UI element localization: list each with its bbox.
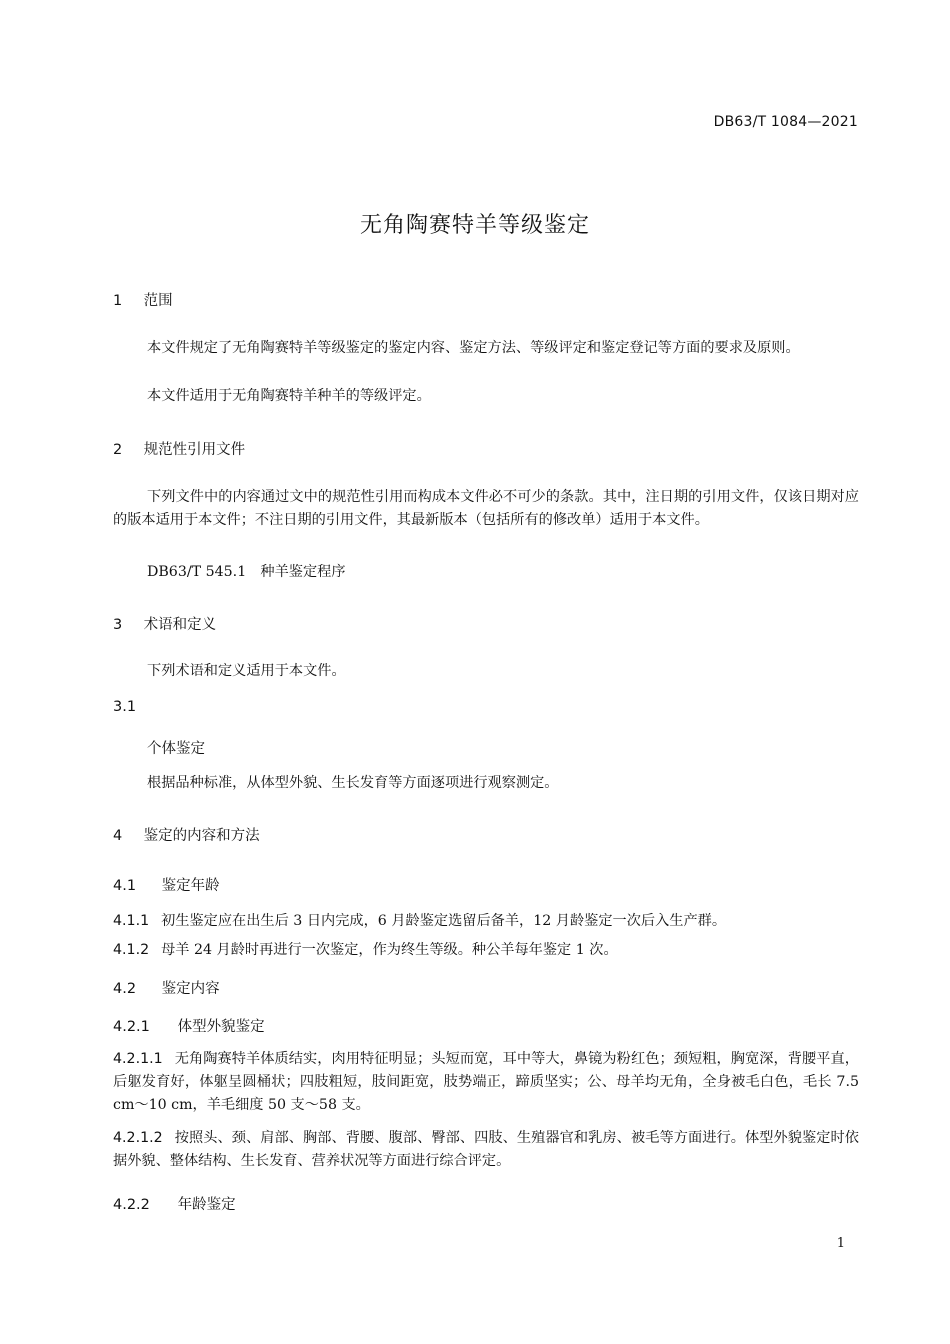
section-2-heading [113, 438, 245, 459]
section-number: 4.2 [113, 981, 137, 997]
section-3-paragraph-1: 下列术语和定义适用于本文件。 [147, 663, 346, 679]
page-number: 1 [836, 1236, 845, 1251]
clause-number: 4.2.1.2 [113, 1130, 163, 1146]
clause-text: 初生鉴定应在出生后 3 日内完成，6 月龄鉴定选留后备羊，12 月龄鉴定一次后入生产群。 [161, 913, 727, 929]
section-3-heading [113, 613, 216, 634]
section-number: 3 [113, 617, 123, 633]
clause-number: 4.1.1 [113, 913, 150, 929]
section-4-heading [113, 824, 260, 845]
clause-4-2-1-2 [113, 1127, 859, 1173]
term-3-1-definition: 根据品种标准，从体型外貌、生长发育等方面逐项进行观察测定。 [147, 775, 559, 791]
section-number: 4.2.2 [113, 1197, 150, 1213]
document-title: 无角陶赛特羊等级鉴定 [359, 213, 590, 238]
section-title: 鉴定内容 [161, 981, 220, 997]
section-title: 范围 [143, 293, 173, 309]
clause-text: 无角陶赛特羊体质结实，肉用特征明显；头短而宽，耳中等大，鼻镜为粉红色；颈短粗，胸宽深，背腰平直，后躯发育好，体躯呈圆桶状；四肢粗短，肢间距宽，肢势端正，蹄质坚实；公、母羊均无角，全身被毛白色，毛长 7.5 cm～10 cm，羊毛细度 50 支～58 支。 [113, 1051, 859, 1113]
section-title: 规范性引用文件 [143, 442, 246, 458]
section-number: 1 [113, 293, 123, 309]
section-title: 鉴定的内容和方法 [143, 828, 260, 844]
section-number: 4.1 [113, 878, 137, 894]
term-3-1-title: 个体鉴定 [147, 741, 205, 757]
section-number: 4 [113, 828, 123, 844]
section-1-heading [113, 289, 173, 310]
section-title: 鉴定年龄 [161, 878, 220, 894]
section-4-2-1-heading [113, 1015, 265, 1036]
section-4-1-heading [113, 874, 220, 895]
section-title: 体型外貌鉴定 [177, 1019, 265, 1035]
clause-text: 母羊 24 月龄时再进行一次鉴定，作为终生等级。种公羊每年鉴定 1 次。 [161, 942, 618, 958]
clause-4-1-2 [113, 939, 859, 962]
standard-code: DB63/T 1084—2021 [713, 114, 858, 130]
clause-4-1-1 [113, 910, 859, 933]
section-number: 4.2.1 [113, 1019, 150, 1035]
clause-number: 4.2.1.1 [113, 1051, 163, 1067]
section-number: 2 [113, 442, 123, 458]
term-3-1-number: 3.1 [113, 699, 137, 715]
section-2-paragraph-1: 下列文件中的内容通过文中的规范性引用而构成本文件必不可少的条款。其中，注日期的引用文件，仅该日期对应的版本适用于本文件；不注日期的引用文件，其最新版本（包括所有的修改单）适用于本文件。 [113, 489, 859, 528]
section-1-paragraph-1: 本文件规定了无角陶赛特羊等级鉴定的鉴定内容、鉴定方法、等级评定和鉴定登记等方面的要求及原则。 [147, 340, 800, 356]
normative-reference: DB63/T 545.1 种羊鉴定程序 [147, 564, 346, 580]
section-title: 术语和定义 [143, 617, 217, 633]
section-4-2-heading [113, 977, 220, 998]
clause-text: 按照头、颈、肩部、胸部、背腰、腹部、臀部、四肢、生殖器官和乳房、被毛等方面进行。体型外貌鉴定时依据外貌、整体结构、生长发育、营养状况等方面进行综合评定。 [113, 1130, 859, 1169]
section-4-2-2-heading [113, 1193, 236, 1214]
section-1-paragraph-2: 本文件适用于无角陶赛特羊种羊的等级评定。 [147, 388, 431, 404]
clause-number: 4.1.2 [113, 942, 150, 958]
clause-4-2-1-1 [113, 1048, 859, 1117]
section-title: 年龄鉴定 [177, 1197, 236, 1213]
